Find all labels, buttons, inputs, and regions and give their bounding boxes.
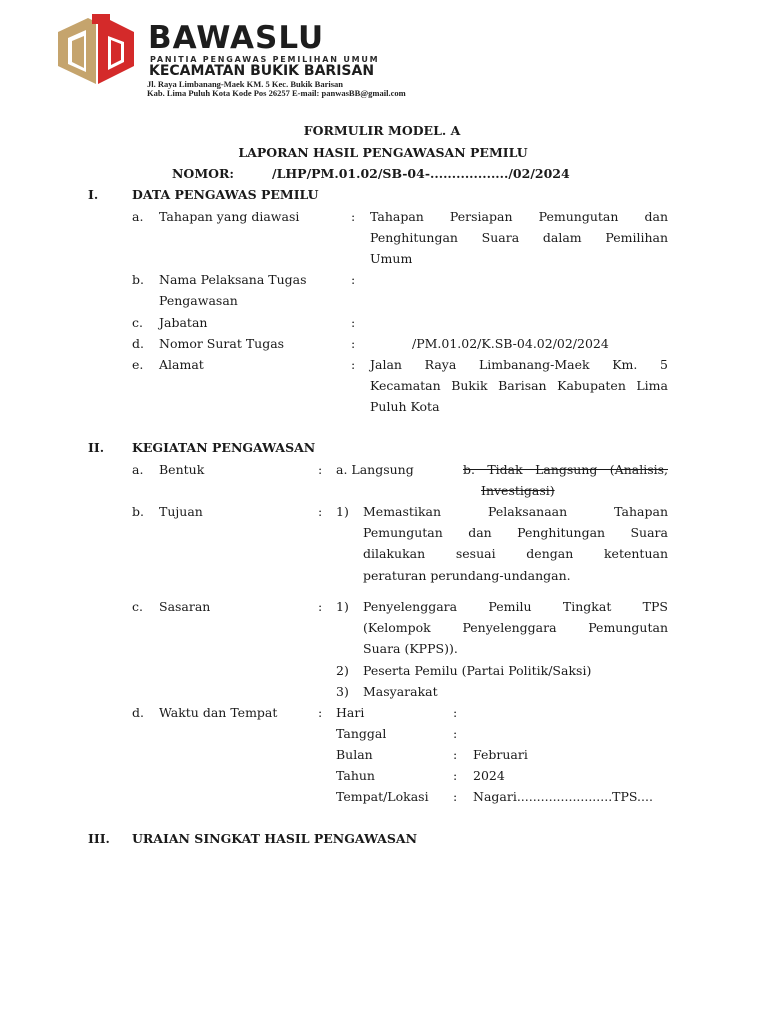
waktu-field-label: Tahun (336, 768, 375, 783)
field-label-tujuan: Tujuan (159, 504, 203, 519)
option-tidak-langsung-cont: Investigasi) (481, 483, 555, 498)
address-line-2: Kab. Lima Puluh Kota Kode Pos 26257 E-mail: panwasBB@gmail.com (147, 88, 406, 98)
waktu-field-value: 2024 (473, 768, 505, 783)
section-2-heading: KEGIATAN PENGAWASAN (132, 440, 316, 455)
row-letter: e. (132, 357, 144, 372)
field-value-alamat-line: Kecamatan Bukik Barisan Kabupaten Lima (370, 378, 668, 393)
field-label-tahapan: Tahapan yang diawasi (159, 209, 300, 224)
tujuan-line: peraturan perundang-undangan. (363, 568, 571, 583)
waktu-field-colon: : (453, 789, 458, 804)
field-colon: : (318, 462, 323, 477)
waktu-field-label: Tanggal (336, 726, 387, 741)
tujuan-line: Pemungutan dan Penghitungan Suara (363, 525, 668, 540)
field-label-nama-pelaksana: Pengawasan (159, 293, 238, 308)
field-label-alamat: Alamat (159, 357, 204, 372)
form-model: FORMULIR MODEL. A (303, 123, 461, 138)
field-colon: : (318, 599, 323, 614)
field-label-waktu: Waktu dan Tempat (159, 705, 278, 720)
waktu-field-label: Tempat/Lokasi (336, 789, 429, 804)
row-letter: d. (132, 705, 144, 720)
field-value-tahapan-line: Penghitungan Suara dalam Pemilihan (370, 230, 668, 245)
waktu-field-colon: : (453, 726, 458, 741)
list-number: 1) (336, 504, 349, 519)
tujuan-line: dilakukan sesuai dengan ketentuan (363, 546, 668, 561)
field-value-alamat-line: Jalan Raya Limbanang-Maek Km. 5 (370, 357, 668, 372)
row-letter: a. (132, 462, 144, 477)
list-number: 2) (336, 663, 349, 678)
field-colon: : (351, 272, 356, 287)
field-colon: : (351, 336, 356, 351)
section-1-heading: DATA PENGAWAS PEMILU (132, 187, 319, 202)
row-letter: c. (132, 315, 143, 330)
option-langsung: a. Langsung (336, 462, 414, 477)
field-colon: : (351, 357, 356, 372)
waktu-field-label: Hari (336, 705, 365, 720)
brand-subtitle: PANITIA PENGAWAS PEMILIHAN UMUM (150, 55, 380, 64)
bawaslu-logo (58, 14, 134, 84)
field-value-tahapan-line: Umum (370, 251, 413, 266)
waktu-field-colon: : (453, 705, 458, 720)
waktu-field-colon: : (453, 768, 458, 783)
section-2-number: II. (88, 440, 105, 455)
row-letter: c. (132, 599, 143, 614)
section-1-number: I. (88, 187, 99, 202)
row-letter: d. (132, 336, 144, 351)
sasaran-item-line: Masyarakat (363, 684, 438, 699)
field-label-nomor-surat: Nomor Surat Tugas (159, 336, 285, 351)
option-tidak-langsung: b. Tidak Langsung (Analisis, (463, 462, 668, 477)
waktu-field-label: Bulan (336, 747, 373, 762)
waktu-field-colon: : (453, 747, 458, 762)
address-line-1: Jl. Raya Limbanang-Maek KM. 5 Kec. Bukik Barisan (147, 79, 343, 89)
field-label-bentuk: Bentuk (159, 462, 205, 477)
waktu-field-value: Nagari........................TPS.... (473, 789, 653, 804)
tujuan-line: Memastikan Pelaksanaan Tahapan (363, 504, 668, 519)
brand-district: KECAMATAN BUKIK BARISAN (149, 63, 375, 79)
row-letter: b. (132, 504, 144, 519)
row-letter: b. (132, 272, 144, 287)
section-3-heading: URAIAN SINGKAT HASIL PENGAWASAN (132, 831, 418, 846)
field-label-sasaran: Sasaran (159, 599, 211, 614)
form-title: LAPORAN HASIL PENGAWASAN PEMILU (238, 145, 528, 160)
field-colon: : (318, 504, 323, 519)
list-number: 3) (336, 684, 349, 699)
waktu-field-value: Februari (473, 747, 528, 762)
field-colon: : (318, 705, 323, 720)
field-value-alamat-line: Puluh Kota (370, 399, 440, 414)
sasaran-item-line: (Kelompok Penyelenggara Pemungutan (363, 620, 668, 635)
brand-name: BAWASLU (148, 20, 325, 56)
nomor-label: NOMOR: (172, 166, 235, 181)
section-3-number: III. (88, 831, 110, 846)
field-label-jabatan: Jabatan (159, 315, 208, 330)
sasaran-item-line: Suara (KPPS)). (363, 641, 458, 656)
row-letter: a. (132, 209, 144, 224)
field-colon: : (351, 209, 356, 224)
nomor-value: /LHP/PM.01.02/SB-04-................../02/2024 (272, 166, 570, 181)
field-value-tahapan-line: Tahapan Persiapan Pemungutan dan (370, 209, 668, 224)
field-value-nomor-surat: /PM.01.02/K.SB-04.02/02/2024 (412, 336, 609, 351)
list-number: 1) (336, 599, 349, 614)
sasaran-item-line: Penyelenggara Pemilu Tingkat TPS (363, 599, 668, 614)
sasaran-item-line: Peserta Pemilu (Partai Politik/Saksi) (363, 663, 592, 678)
field-colon: : (351, 315, 356, 330)
field-label-nama-pelaksana: Nama Pelaksana Tugas (159, 272, 307, 287)
